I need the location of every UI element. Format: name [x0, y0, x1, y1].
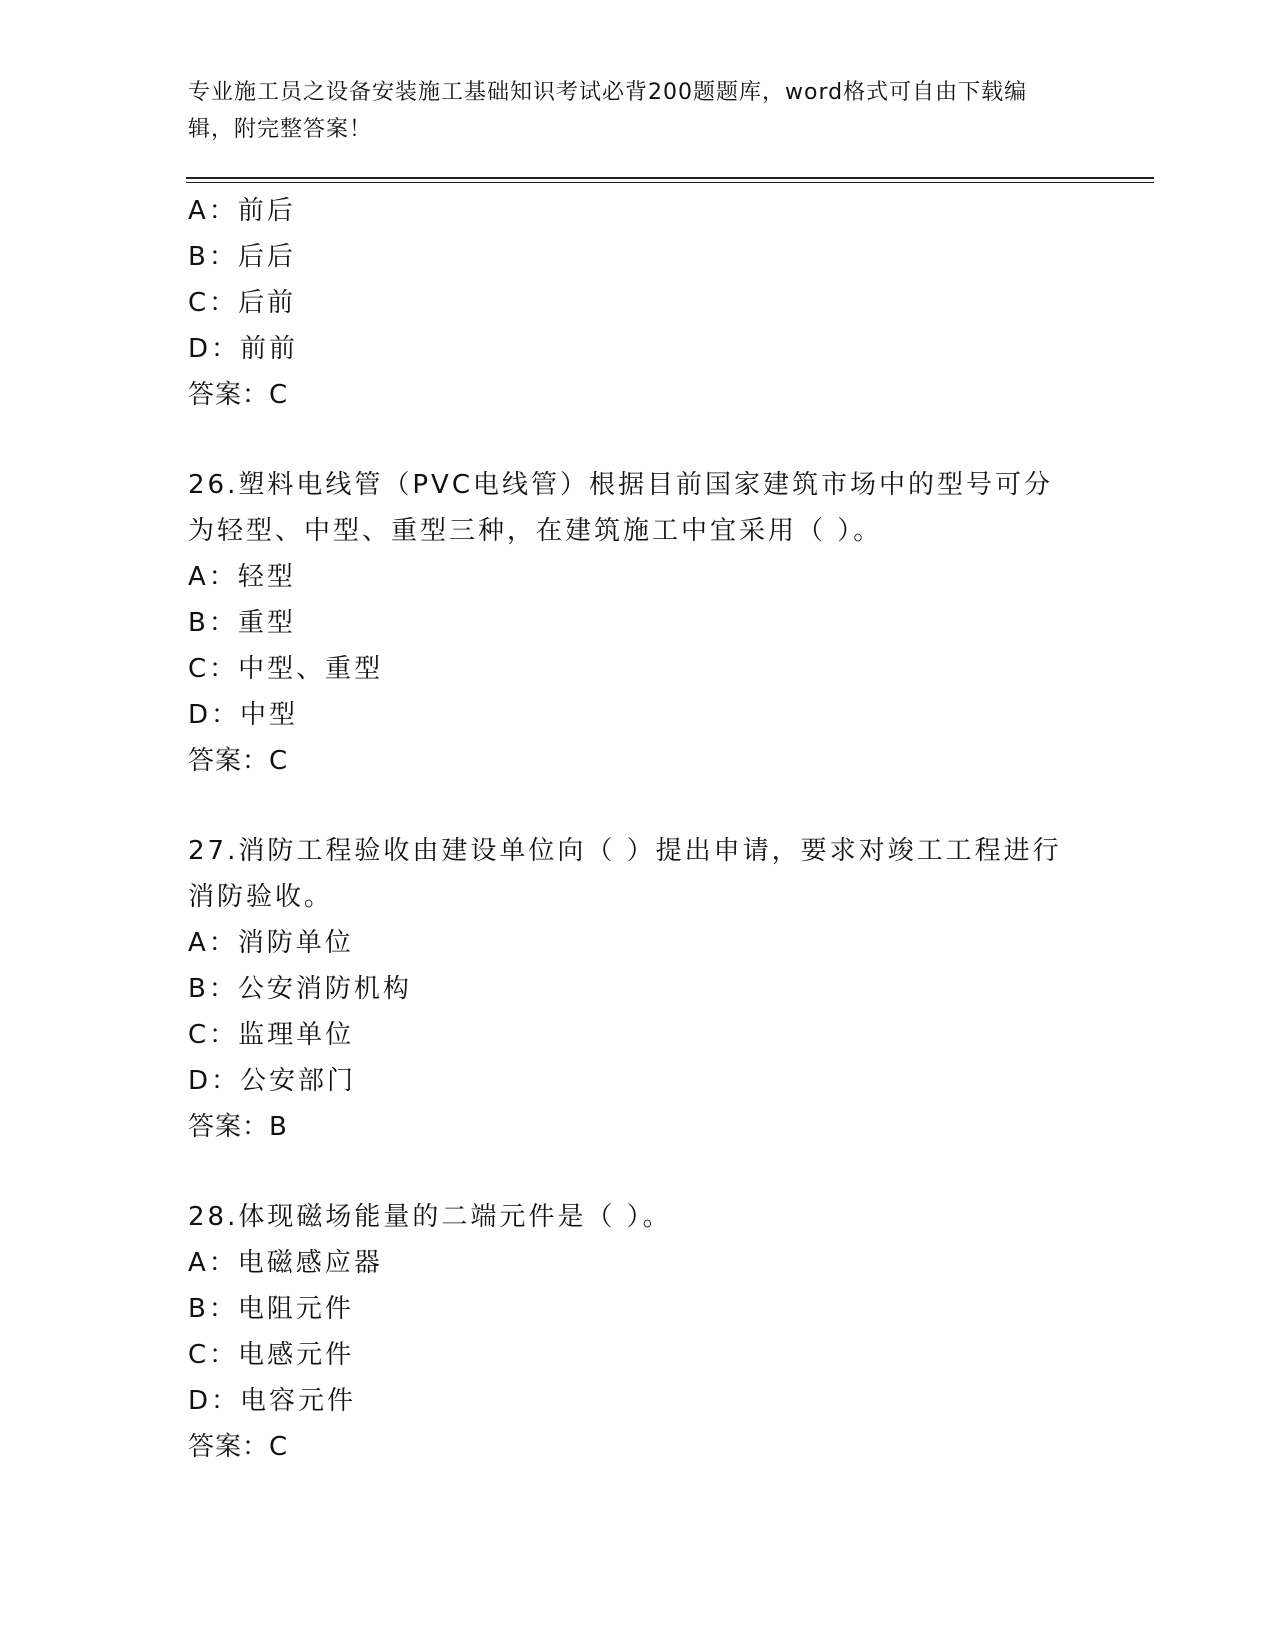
- option-d: D：前前: [188, 334, 299, 364]
- option-c: C：电感元件: [188, 1340, 355, 1370]
- answer-line: 答案：B: [188, 1112, 288, 1142]
- spacer: [188, 784, 1088, 828]
- question-list: [188, 188, 1088, 1470]
- spacer: [188, 418, 1088, 462]
- option-b: B：电阻元件: [188, 1294, 354, 1324]
- question-text: 28.体现磁场能量的二端元件是（ ）。: [188, 1202, 672, 1232]
- question-block-26: [188, 462, 1088, 784]
- option-d: D：公安部门: [188, 1066, 357, 1096]
- spacer: [188, 1150, 1088, 1194]
- option-b: B：后后: [188, 242, 296, 272]
- question-block-28: [188, 1194, 1088, 1470]
- answer-line: 答案：C: [188, 380, 289, 410]
- option-c: C：中型、重型: [188, 654, 384, 684]
- option-c: C：后前: [188, 288, 297, 318]
- question-block-27: [188, 828, 1088, 1150]
- document-header: [188, 74, 1068, 148]
- header-divider: [186, 177, 1154, 183]
- option-a: A：电磁感应器: [188, 1248, 383, 1278]
- option-b: B：公安消防机构: [188, 974, 412, 1004]
- answer-line: 答案：C: [188, 1432, 289, 1462]
- option-b: B：重型: [188, 608, 296, 638]
- option-a: A：前后: [188, 196, 296, 226]
- option-d: D：电容元件: [188, 1386, 357, 1416]
- answer-line: 答案：C: [188, 746, 289, 776]
- header-title: 专业施工员之设备安装施工基础知识考试必背200题题库，word格式可自由下载编辑，附完整答案！: [188, 80, 1028, 142]
- option-a: A：轻型: [188, 562, 296, 592]
- option-d: D：中型: [188, 700, 299, 730]
- question-block-25: [188, 188, 1088, 418]
- question-text: 26.塑料电线管（PVC电线管）根据目前国家建筑市场中的型号可分为轻型、中型、重型三种，在建筑施工中宜采用（ ）。: [188, 470, 1053, 546]
- option-c: C：监理单位: [188, 1020, 355, 1050]
- option-a: A：消防单位: [188, 928, 354, 958]
- question-text: 27.消防工程验收由建设单位向（ ）提出申请，要求对竣工工程进行消防验收。: [188, 836, 1062, 912]
